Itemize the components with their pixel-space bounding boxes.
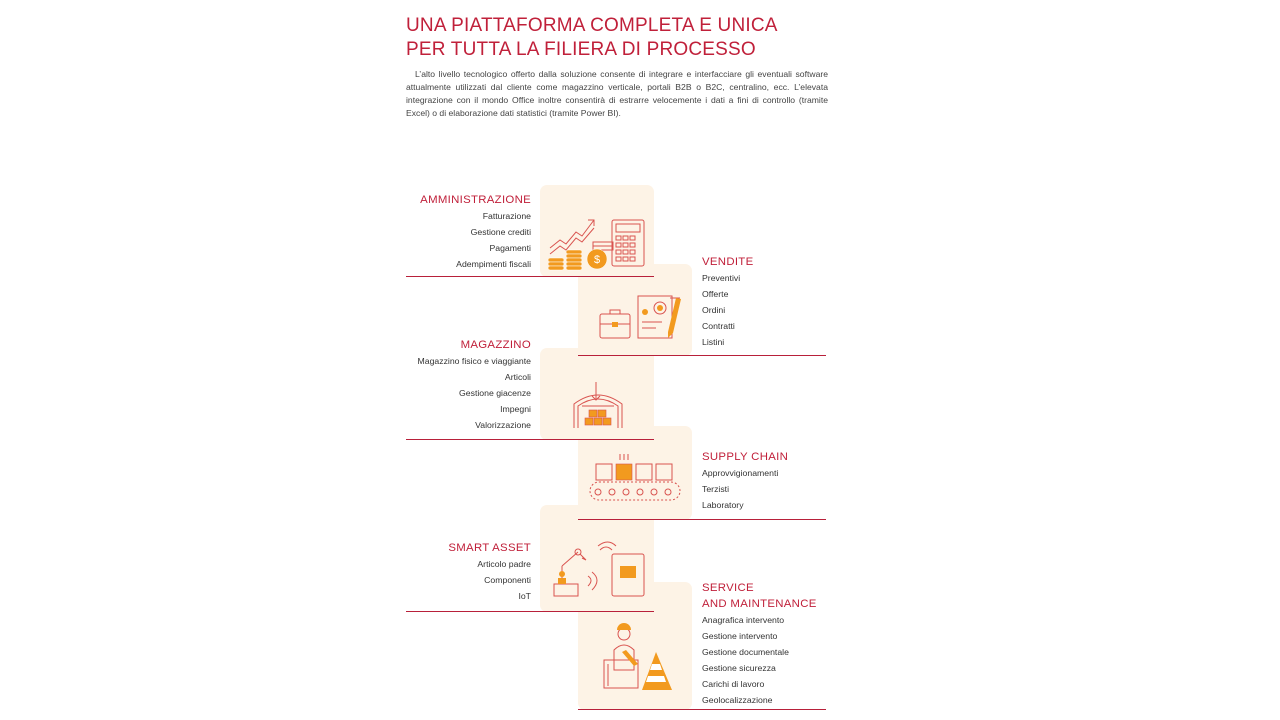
svg-text:$: $ [593,254,601,266]
divider-smart-asset [406,611,654,612]
list-item: Listini [702,337,725,347]
list-item: Gestione documentale [702,647,789,657]
technician-icon [600,624,678,694]
list-item: Pagamenti [489,243,531,253]
list-item: Ordini [702,305,726,315]
divider-magazzino [406,439,654,440]
list-item: Anagrafica intervento [702,615,785,625]
list-item: Gestione giacenze [459,388,531,398]
conveyor-icon [584,452,686,502]
title-line-1: UNA PIATTAFORMA COMPLETA E UNICA [406,15,778,36]
section-magazzino [361,337,531,433]
list-item: Laboratory [702,500,744,510]
section-amministrazione [361,192,531,272]
divider-service [578,709,826,710]
intro-paragraph: L’alto livello tecnologico offerto dalla soluzione consente di integrare e interfacciare gli eventuali software attualmente utilizzati dal cliente come magazzino verticale, portali B2B o B2C, centralino, ecc. L’elevata integrazione con il mondo Office inoltre consentirà di estrarre velocemente i dati a fini di controllo (tramite Excel) o di elaborazione dati statistici (tramite Power BI). [406,69,828,118]
list-item: Valorizzazione [475,420,531,430]
list-item: Impegni [500,404,531,414]
list-item: Preventivi [702,273,741,283]
section-title: SMART ASSET [448,542,531,554]
warehouse-icon [570,380,626,430]
section-supply-chain [702,449,852,513]
divider-supply-chain [578,519,826,520]
section-title-line-2: AND MAINTENANCE [702,598,817,610]
finance-icon [546,214,650,272]
section-title: AMMINISTRAZIONE [420,194,531,206]
list-item: IoT [518,591,531,601]
list-item: Geolocalizzazione [702,695,773,705]
section-smart-asset [361,540,531,604]
section-title: VENDITE [702,256,754,268]
list-item: Articoli [504,372,531,382]
list-item: Gestione intervento [702,631,778,641]
title-line-2: PER TUTTA LA FILIERA DI PROCESSO [406,39,756,60]
list-item: Articolo padre [477,559,531,569]
section-title: MAGAZZINO [460,339,531,351]
section-service [702,580,852,708]
list-item: Offerte [702,289,729,299]
section-vendite [702,254,852,350]
page-title [406,14,846,62]
list-item: Gestione sicurezza [702,663,776,673]
list-item: Gestione crediti [470,227,531,237]
list-item: Adempimenti fiscali [456,259,531,269]
list-item: Componenti [484,575,531,585]
divider-vendite [578,355,826,356]
list-item: Fatturazione [482,211,531,221]
list-item: Contratti [702,321,735,331]
list-item: Terzisti [702,484,730,494]
divider-amministrazione [406,276,654,277]
section-title [702,580,852,612]
list-item: Carichi di lavoro [702,679,765,689]
list-item: Approvvigionamenti [702,468,779,478]
list-item: Magazzino fisico e viaggiante [417,356,531,366]
section-title-line-1: SERVICE [702,582,754,594]
sales-icon [598,292,684,340]
robot-arm-icon [548,540,648,600]
section-title: SUPPLY CHAIN [702,451,789,463]
